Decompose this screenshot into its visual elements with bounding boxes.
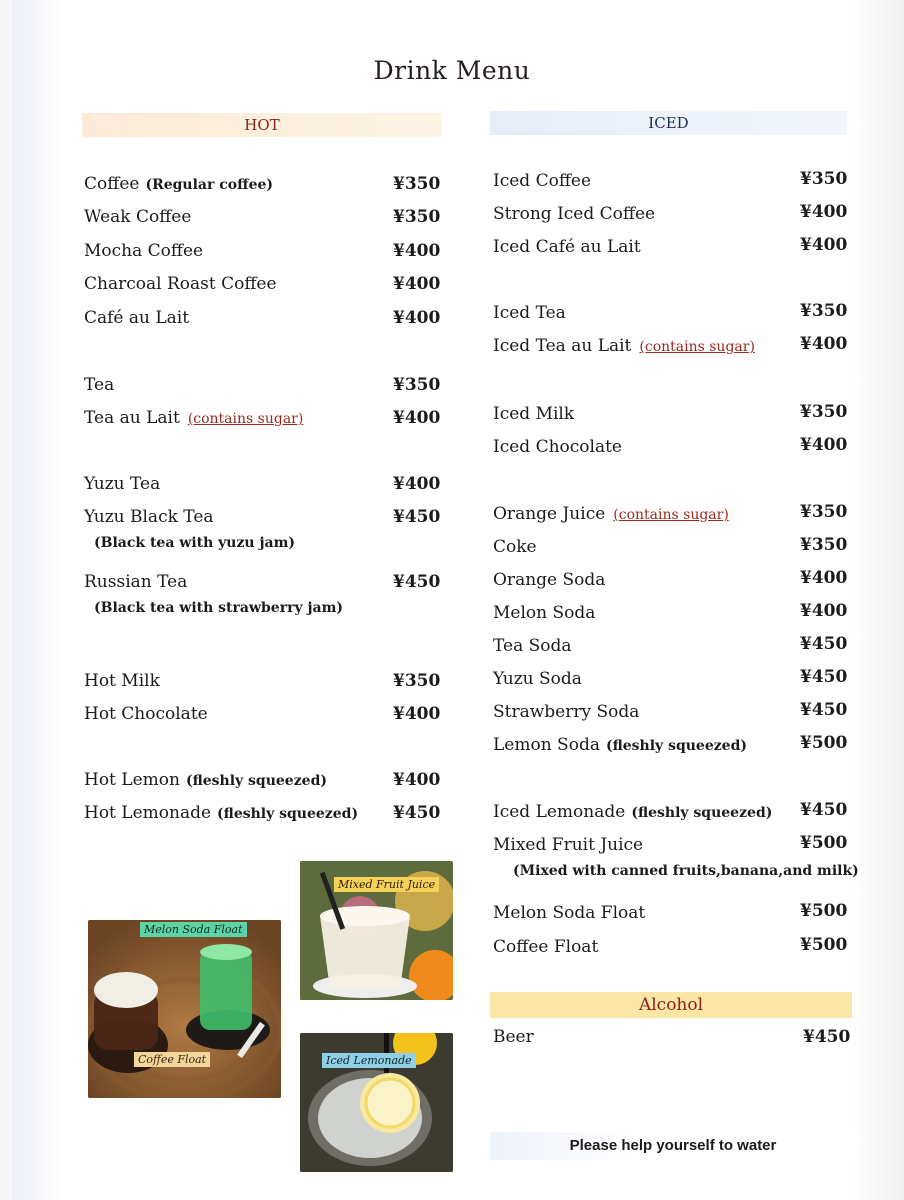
menu-item-price: ¥400: [800, 601, 848, 621]
photo-caption: Iced Lemonade: [322, 1053, 416, 1068]
menu-item-name: Mocha Coffee: [84, 241, 204, 261]
menu-item-description: (Mixed with canned fruits,banana,and milk): [513, 863, 859, 879]
menu-item-name: Iced Chocolate: [493, 437, 622, 457]
menu-item-price: ¥450: [803, 1027, 851, 1047]
menu-item-name: Iced Café au Lait: [493, 237, 641, 257]
menu-item-price: ¥500: [800, 901, 848, 921]
menu-item-price: ¥450: [393, 572, 441, 592]
menu-item-name: Yuzu Black Tea: [84, 507, 214, 527]
menu-item-price: ¥350: [800, 535, 848, 555]
menu-item-name: Orange Soda: [493, 570, 606, 590]
drinks-illustration: [88, 920, 281, 1098]
photo-caption: Coffee Float: [134, 1052, 210, 1067]
menu-item-price: ¥350: [800, 402, 848, 422]
menu-item-name: Tea Soda: [493, 636, 572, 656]
iced-lemonade-photo: [300, 1033, 453, 1172]
iced-section-header: ICED: [490, 111, 847, 135]
menu-item-name: Melon Soda: [493, 603, 596, 623]
menu-item-price: ¥450: [800, 667, 848, 687]
menu-item-name: Charcoal Roast Coffee: [84, 274, 277, 294]
page-title: Drink Menu: [373, 56, 531, 85]
menu-item-price: ¥450: [800, 700, 848, 720]
menu-item-price: ¥400: [800, 435, 848, 455]
menu-item-price: ¥500: [800, 733, 848, 753]
water-notice: Please help yourself to water: [490, 1132, 856, 1160]
menu-item-name: Weak Coffee: [84, 207, 192, 227]
menu-item-name: Iced Tea au Lait (contains sugar): [493, 336, 755, 356]
melon-soda-float-coffee-float-photo: [88, 920, 281, 1098]
menu-item-price: ¥450: [393, 803, 441, 823]
menu-item-name: Coffee Float: [493, 937, 599, 957]
menu-item-description: (Black tea with strawberry jam): [94, 600, 344, 616]
menu-item-name: Hot Chocolate: [84, 704, 208, 724]
menu-item-name: Tea: [84, 375, 115, 395]
menu-item-price: ¥400: [393, 274, 441, 294]
sugar-note: (contains sugar): [639, 339, 755, 355]
menu-item-price: ¥500: [800, 833, 848, 853]
menu-item-name: Hot Lemonade (fleshly squeezed): [84, 803, 359, 823]
menu-item-name: Russian Tea: [84, 572, 188, 592]
menu-item-price: ¥350: [393, 174, 441, 194]
alcohol-section-header: Alcohol: [490, 992, 852, 1018]
menu-item-name: Hot Milk: [84, 671, 160, 691]
menu-item-name: Hot Lemon (fleshly squeezed): [84, 770, 327, 790]
sugar-note: (contains sugar): [613, 507, 729, 523]
menu-item-price: ¥500: [800, 935, 848, 955]
menu-item-name: Café au Lait: [84, 308, 190, 328]
menu-item-name: Strawberry Soda: [493, 702, 640, 722]
menu-item-name: Coffee (Regular coffee): [84, 174, 274, 194]
menu-item-name: Beer: [493, 1027, 534, 1047]
menu-item-price: ¥450: [800, 634, 848, 654]
menu-item-name: Melon Soda Float: [493, 903, 646, 923]
menu-item-price: ¥400: [393, 770, 441, 790]
menu-item-name: Yuzu Soda: [493, 669, 582, 689]
menu-item-price: ¥400: [800, 568, 848, 588]
menu-item-price: ¥350: [800, 502, 848, 522]
menu-item-name: Strong Iced Coffee: [493, 204, 656, 224]
menu-item-price: ¥400: [393, 308, 441, 328]
menu-item-price: ¥350: [393, 207, 441, 227]
menu-item-name: Lemon Soda (fleshly squeezed): [493, 735, 748, 755]
menu-item-name: Iced Lemonade (fleshly squeezed): [493, 802, 773, 822]
photo-caption: Mixed Fruit Juice: [334, 877, 439, 892]
sugar-note: (contains sugar): [187, 411, 304, 427]
menu-item-price: ¥450: [393, 507, 441, 527]
menu-item-description: (Black tea with yuzu jam): [94, 535, 296, 551]
hot-section-header: HOT: [82, 113, 442, 137]
menu-item-price: ¥400: [393, 474, 441, 494]
menu-item-name: Coke: [493, 537, 537, 557]
photo-caption: Melon Soda Float: [140, 922, 247, 937]
menu-item-price: ¥350: [800, 169, 848, 189]
menu-item-name: Mixed Fruit Juice: [493, 835, 644, 855]
menu-item-price: ¥400: [393, 704, 441, 724]
menu-item-price: ¥400: [800, 202, 848, 222]
menu-item-price: ¥400: [800, 235, 848, 255]
menu-item-name: Tea au Lait (contains sugar): [84, 408, 304, 428]
menu-item-name: Iced Tea: [493, 303, 566, 323]
mixed-fruit-juice-photo: [300, 861, 453, 1000]
menu-item-price: ¥350: [393, 375, 441, 395]
menu-item-price: ¥400: [800, 334, 848, 354]
menu-item-name: Iced Milk: [493, 404, 575, 424]
menu-item-price: ¥350: [393, 671, 441, 691]
menu-item-name: Yuzu Tea: [84, 474, 161, 494]
menu-item-name: Orange Juice (contains sugar): [493, 504, 729, 524]
menu-item-name: Iced Coffee: [493, 171, 592, 191]
menu-item-price: ¥400: [393, 408, 441, 428]
menu-item-price: ¥350: [800, 301, 848, 321]
menu-item-price: ¥450: [800, 800, 848, 820]
menu-item-price: ¥400: [393, 241, 441, 261]
